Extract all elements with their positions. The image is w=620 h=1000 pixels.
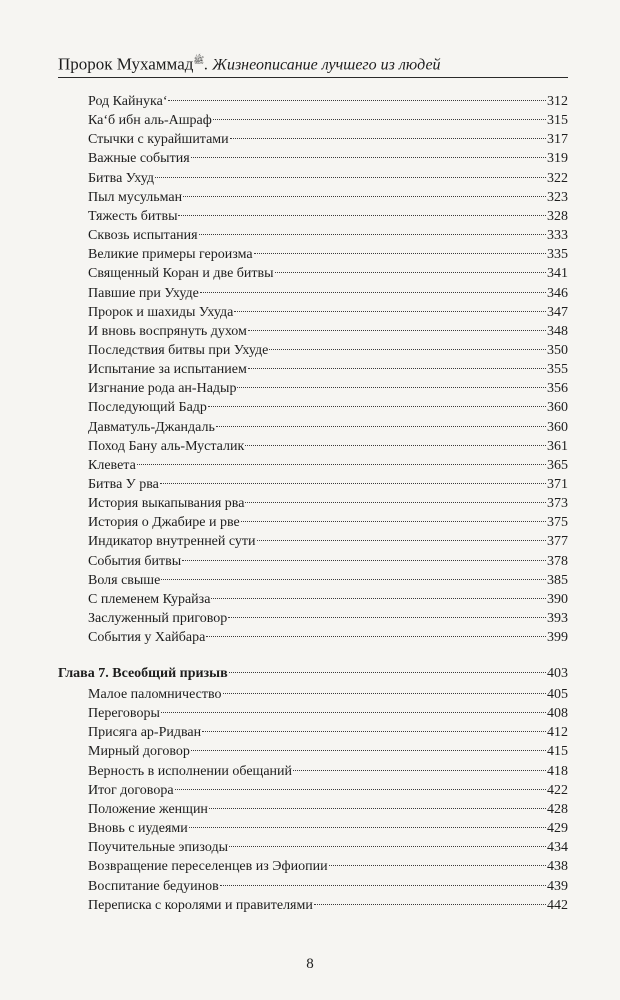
toc-page-number: 385 [547,572,568,588]
toc-page-number: 418 [547,763,568,779]
toc-dot-leader [248,330,546,331]
toc-dot-leader [229,846,546,847]
toc-page-number: 375 [547,515,568,531]
toc-entry-title: Присяга ар-Ридван [88,725,202,741]
toc-entry-title: Поход Бану аль-Мусталик [88,438,245,454]
toc-dot-leader [189,827,546,828]
toc-entry [88,742,568,761]
toc-entry [88,456,568,475]
toc-entry [88,341,568,360]
toc-page-number: 390 [547,591,568,607]
toc-entry-title: Давматуль-Джандаль [88,419,215,435]
toc-entry-title: Род Кайнука‘ [88,94,168,109]
toc-page-number: 422 [547,782,568,798]
toc-entry-title: Павшие при Ухуде [88,285,199,301]
header-rule [58,77,568,78]
toc-page-number: 360 [547,419,568,435]
toc-entry-title: Изгнание рода ан-Надыр [88,381,237,397]
toc-dot-leader [230,138,546,139]
toc-entry-title: Тяжесть битвы [88,208,178,224]
toc-entry-title: Великие примеры героизма [88,247,253,263]
toc-entry [88,590,568,609]
toc-entry [88,628,568,647]
toc-entry [88,130,568,149]
toc-entry [88,111,568,130]
toc-entry [88,322,568,341]
toc-entry-title: Важные события [88,151,190,167]
toc-entry-title: Индикатор внутренней сути [88,534,256,550]
toc-entry [88,437,568,456]
toc-entry-title: Клевета [88,457,136,473]
toc-page-number: 378 [547,553,568,569]
toc-dot-leader [220,885,546,886]
toc-page-number: 319 [547,151,568,167]
toc-entry-title: Испытание за испытанием [88,362,247,378]
toc-dot-leader [209,808,546,809]
toc-dot-leader [160,483,546,484]
toc-entry [88,877,568,896]
toc-entry-title: События битвы [88,553,182,569]
toc-dot-leader [182,560,546,561]
toc-dot-leader [254,253,546,254]
toc-entry [88,303,568,322]
toc-page-number: 393 [547,611,568,627]
toc-page-number: 356 [547,381,568,397]
toc-entry [88,207,568,226]
toc-entry [88,552,568,571]
toc-page-number: 428 [547,801,568,817]
toc-page-number: 399 [547,630,568,646]
toc-entry-title: Последующий Бадр [88,400,207,416]
toc-dot-leader [237,387,546,388]
toc-page-number: 346 [547,285,568,301]
toc-entry-title: История выкапывания рва [88,496,245,512]
toc-entry-title: Мирный договор [88,744,190,760]
toc-entry [88,781,568,800]
toc-dot-leader [245,502,546,503]
toc-entry [88,571,568,590]
toc-page-number: 315 [547,113,568,129]
toc-entry-title: Вновь с иудеями [88,821,188,837]
toc-dot-leader [161,579,546,580]
toc-entry-title: Ка‘б ибн аль-Ашраф [88,113,212,129]
toc-dot-leader [178,215,546,216]
toc-entry-title: С племенем Курайза [88,591,211,607]
toc-entry [88,704,568,723]
toc-entry [88,609,568,628]
toc-page-number: 323 [547,189,568,205]
toc-dot-leader [161,712,546,713]
toc-chapter-title: Глава 7. Всеобщий призыв [58,666,228,681]
toc-entry [88,149,568,168]
toc-page-number: 429 [547,821,568,837]
toc-entry-title: Поучительные эпизоды [88,840,228,856]
toc-dot-leader [191,750,546,751]
toc-page-number: 442 [547,897,568,913]
toc-entry [88,513,568,532]
toc-entry-title: Последствия битвы при Ухуде [88,342,269,358]
toc-dot-leader [206,636,546,637]
toc-dot-leader [191,157,546,158]
toc-entry-title: Стычки с курайшитами [88,132,229,148]
toc-dot-leader [211,598,546,599]
toc-entry [88,379,568,398]
toc-page-number: 373 [547,496,568,512]
toc-page-number: 312 [547,94,568,109]
toc-entry-title: Битва У рва [88,477,159,492]
toc-entry [88,896,568,915]
toc-entry-title: Переписка с королями и правителями [88,897,313,913]
toc-entry [88,226,568,245]
toc-dot-leader [183,196,546,197]
toc-dot-leader [293,770,546,771]
header-title: Пророк Мухаммад [58,54,194,74]
toc-page-number: 360 [547,400,568,416]
toc-dot-leader [234,311,546,312]
toc-page-number: 361 [547,438,568,454]
toc-entry-title: Пророк и шахиды Ухуда [88,304,234,320]
toc-page-number: 377 [547,534,568,550]
toc-entry-title: Переговоры [88,706,160,722]
toc-entry [88,284,568,303]
toc-page-number: 408 [547,706,568,722]
toc-entry-title: Положение женщин [88,801,208,817]
toc-dot-leader [329,865,546,866]
toc-page-number: 439 [547,878,568,894]
toc-page-number: 434 [547,840,568,856]
toc-entry [88,494,568,513]
toc-entry-title: Воспитание бедуинов [88,878,219,894]
toc-dot-leader [137,464,546,465]
toc-dot-leader [275,272,546,273]
toc-entry [88,475,568,494]
toc-entry [88,838,568,857]
page-number: 8 [306,956,314,972]
toc-page-number: 317 [547,132,568,148]
toc-dot-leader [208,406,546,407]
toc-entry [88,532,568,551]
toc-dot-leader [248,368,546,369]
toc-entry-title: Сквозь испытания [88,228,198,244]
toc-dot-leader [175,789,546,790]
toc-dot-leader [314,904,546,905]
toc-entry [88,723,568,742]
toc-page-number: 341 [547,266,568,282]
toc-dot-leader [200,292,546,293]
toc-entry [88,188,568,207]
toc-dot-leader [168,100,546,101]
toc-entry-title: Битва Ухуд [88,170,155,186]
toc-page-number: 328 [547,208,568,224]
toc-dot-leader [199,234,546,235]
toc-entry [88,857,568,876]
toc-entry [88,418,568,437]
toc-entry-title: И вновь воспрянуть духом [88,323,247,339]
toc-dot-leader [241,521,546,522]
toc-page-number: 412 [547,725,568,741]
toc-chapter-entry [58,664,568,683]
toc-entry [88,169,568,188]
toc-entry-title: Воля свыше [88,572,161,588]
toc-entry [88,685,568,704]
toc-entry [88,762,568,781]
toc-entry [88,800,568,819]
running-header [58,50,568,76]
toc-entry-title: Малое паломничество [88,687,222,702]
toc-dot-leader [202,731,546,732]
toc-page-number: 347 [547,304,568,320]
toc-page-number: 415 [547,744,568,760]
toc-entry-title: Возвращение переселенцев из Эфиопии [88,859,328,875]
toc-page-number: 355 [547,362,568,378]
toc-entry [88,360,568,379]
toc-entry-title: Священный Коран и две битвы [88,266,274,282]
toc-page-number: 322 [547,170,568,186]
toc-dot-leader [257,540,546,541]
toc-entry [88,398,568,417]
toc-dot-leader [269,349,546,350]
toc-dot-leader [228,617,546,618]
toc-entry [88,819,568,838]
toc-page-number: 333 [547,228,568,244]
toc-dot-leader [229,672,546,673]
toc-page-number: 348 [547,323,568,339]
toc-entry [88,245,568,264]
toc-page-number: 405 [547,687,568,702]
toc-page-number: 438 [547,859,568,875]
toc-entry [88,264,568,283]
toc-dot-leader [213,119,546,120]
toc-entry-title: Итог договора [88,782,174,798]
header-subtitle: . Жизнеописание лучшего из людей [204,56,441,74]
toc-page-number: 365 [547,457,568,473]
toc-page-number: 335 [547,247,568,263]
toc-dot-leader [245,445,546,446]
toc-entry-title: Заслуженный приговор [88,611,228,627]
toc-dot-leader [155,177,546,178]
toc-page-number: 350 [547,342,568,358]
toc-page-number: 403 [547,666,568,681]
header-honorific-mark: ﷺ [193,55,205,65]
toc-entry-title: Пыл мусульман [88,189,183,205]
toc-entry [88,92,568,111]
toc-entry-title: История о Джабире и рве [88,515,240,531]
toc-page-number: 371 [547,477,568,492]
toc-dot-leader [223,693,547,694]
toc-entry-title: События у Хайбара [88,630,206,646]
toc-entry-title: Верность в исполнении обещаний [88,763,293,779]
toc-dot-leader [216,426,546,427]
